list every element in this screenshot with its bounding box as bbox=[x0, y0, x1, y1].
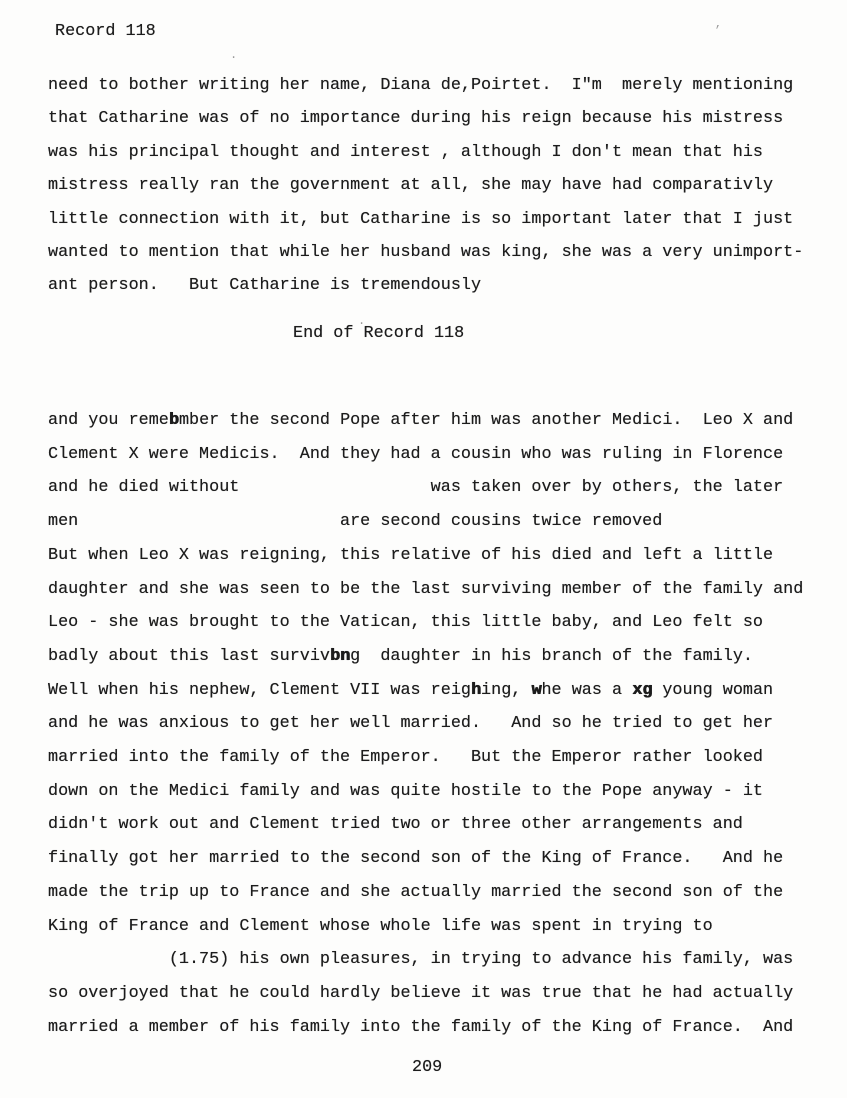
text-line: King of France and Clement whose whole life was spent in trying to bbox=[48, 916, 713, 936]
text-segment: ing, bbox=[481, 680, 532, 700]
text-line: Leo - she was brought to the Vatican, this little baby, and Leo felt so bbox=[48, 613, 763, 633]
text-line bbox=[48, 674, 803, 708]
text-segment: young woman bbox=[652, 680, 774, 700]
text-line bbox=[48, 404, 803, 438]
text-line: But when Leo X was reigning, this relative of his died and left a little bbox=[48, 545, 774, 565]
text-line: down on the Medici family and was quite hostile to the Pope anyway - it bbox=[48, 781, 763, 801]
text-line: mistress really ran the government at all, she may have had comparativly bbox=[48, 176, 774, 196]
text-line: little connection with it, but Catharine is so important later that I just bbox=[48, 209, 794, 229]
ink-speck: . bbox=[358, 314, 366, 328]
text-line: men are second cousins twice removed bbox=[48, 512, 663, 532]
text-line: and he died without was taken over by others, the later bbox=[48, 478, 784, 498]
page-number: 209 bbox=[412, 1058, 443, 1077]
text-segment: Well when his nephew, Clement VII was reig bbox=[48, 680, 471, 700]
ink-speck: . bbox=[230, 48, 238, 62]
text-line: so overjoyed that he could hardly believe it was true that he had actually bbox=[48, 983, 794, 1003]
text-line: daughter and she was seen to be the last surviving member of the family and bbox=[48, 579, 804, 599]
text-line bbox=[48, 640, 803, 674]
overstrike-text: xg bbox=[632, 680, 653, 700]
text-line: need to bother writing her name, Diana de,Poirtet. I"m merely mentioning bbox=[48, 76, 794, 95]
text-line: didn't work out and Clement tried two or three other arrangements and bbox=[48, 815, 743, 835]
text-segment: and you reme bbox=[48, 411, 169, 430]
text-line: made the trip up to France and she actually married the second son of the bbox=[48, 882, 784, 902]
text-segment: he was a bbox=[541, 680, 633, 700]
text-segment: mber the second Pope after him was another Medici. Leo X and bbox=[178, 411, 794, 430]
text-line: ant person. But Catharine is tremendously bbox=[48, 276, 482, 296]
paragraph-2 bbox=[48, 404, 803, 1044]
text-line: (1.75) his own pleasures, in trying to advance his family, was bbox=[48, 950, 794, 970]
end-of-record-marker: End of Record 118 bbox=[293, 324, 465, 343]
text-line: married a member of his family into the family of the King of France. And bbox=[48, 1017, 794, 1037]
text-segment: g daughter in his branch of the family. bbox=[350, 646, 753, 666]
paragraph-1 bbox=[48, 69, 803, 303]
overstrike-text: w bbox=[531, 680, 542, 700]
text-line: Clement X were Medicis. And they had a cousin who was ruling in Florence bbox=[48, 444, 784, 464]
text-segment: badly about this last surviv bbox=[48, 646, 330, 666]
text-line: wanted to mention that while her husband was king, she was a very unimport- bbox=[48, 243, 804, 263]
text-line: and he was anxious to get her well married. And so he tried to get her bbox=[48, 714, 774, 734]
record-header: Record 118 bbox=[55, 22, 156, 41]
ink-speck: ’ bbox=[714, 24, 722, 38]
text-line: finally got her married to the second son of the King of France. And he bbox=[48, 849, 784, 869]
text-line: was his principal thought and interest , although I don't mean that his bbox=[48, 142, 763, 162]
text-line: that Catharine was of no importance during his reign because his mistress bbox=[48, 109, 784, 129]
overstrike-text: bn bbox=[329, 646, 351, 666]
overstrike-text: b bbox=[168, 411, 179, 430]
text-line: married into the family of the Emperor. But the Emperor rather looked bbox=[48, 748, 763, 768]
overstrike-text: h bbox=[470, 680, 482, 700]
